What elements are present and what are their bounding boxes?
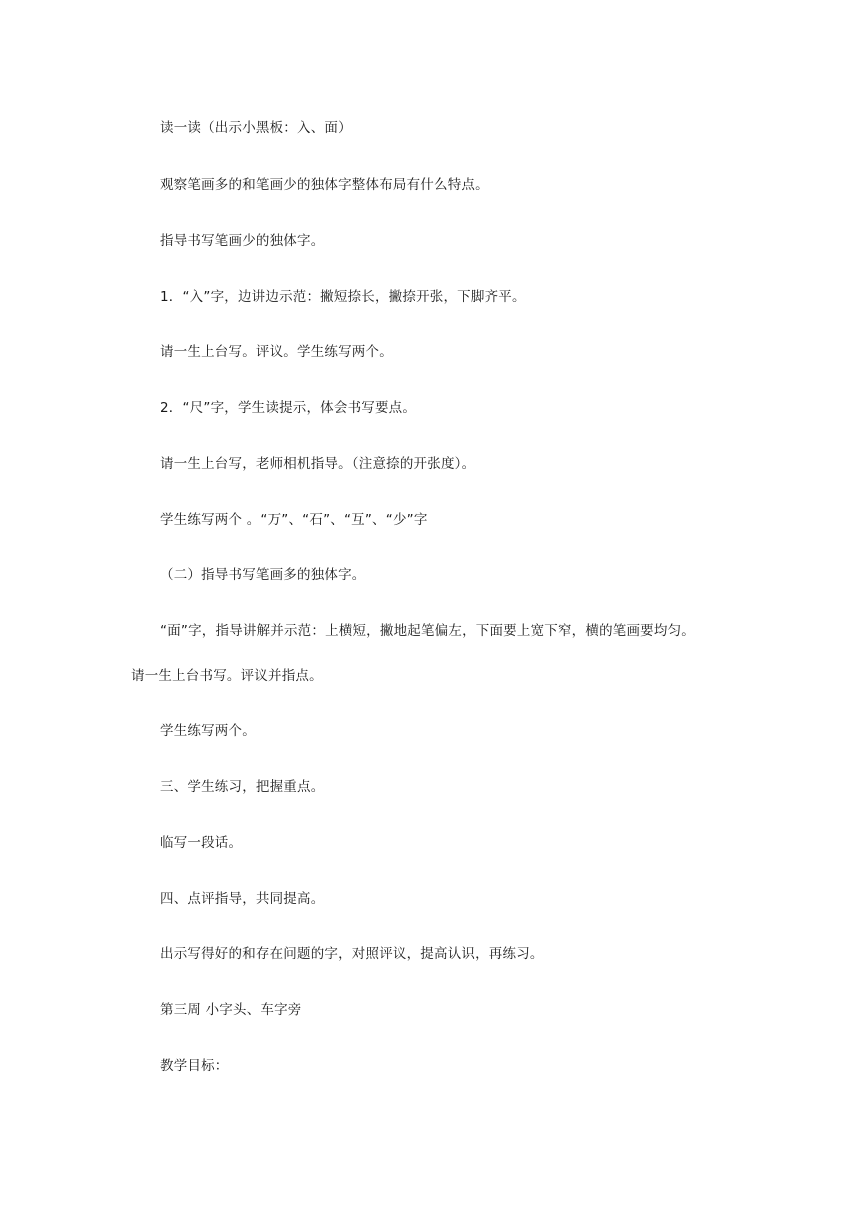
paragraph: 指导书写笔画少的独体字。 <box>160 233 325 249</box>
paragraph: 读一读（出示小黑板：入、面） <box>160 120 352 136</box>
paragraph: “面”字，指导讲解并示范：上横短，撇地起笔偏左，下面要上宽下窄，横的笔画要均匀。 <box>160 623 695 639</box>
paragraph: 请一生上台书写。评议并指点。 <box>131 668 323 684</box>
paragraph: 学生练写两个。 <box>160 723 256 739</box>
paragraph: 2．“尺”字，学生读提示，体会书写要点。 <box>160 400 417 416</box>
paragraph: 第三周 小字头、车字旁 <box>160 1002 302 1018</box>
paragraph: 三、学生练习，把握重点。 <box>160 779 325 795</box>
paragraph: 请一生上台写。评议。学生练写两个。 <box>160 344 393 360</box>
paragraph: 出示写得好的和存在问题的字，对照评议，提高认识，再练习。 <box>160 946 544 962</box>
paragraph: 临写一段话。 <box>160 835 243 851</box>
paragraph: 观察笔画多的和笔画少的独体字整体布局有什么特点。 <box>160 177 489 193</box>
paragraph: 教学目标： <box>160 1058 229 1074</box>
paragraph: 学生练写两个 。“万”、“石”、“互”、“少”字 <box>160 512 428 528</box>
paragraph: （二）指导书写笔画多的独体字。 <box>160 567 366 583</box>
paragraph: 1．“入”字，边讲边示范：撇短捺长，撇捺开张，下脚齐平。 <box>160 289 526 305</box>
paragraph: 四、点评指导，共同提高。 <box>160 891 325 907</box>
paragraph: 请一生上台写，老师相机指导。（注意捺的开张度）。 <box>160 456 476 472</box>
